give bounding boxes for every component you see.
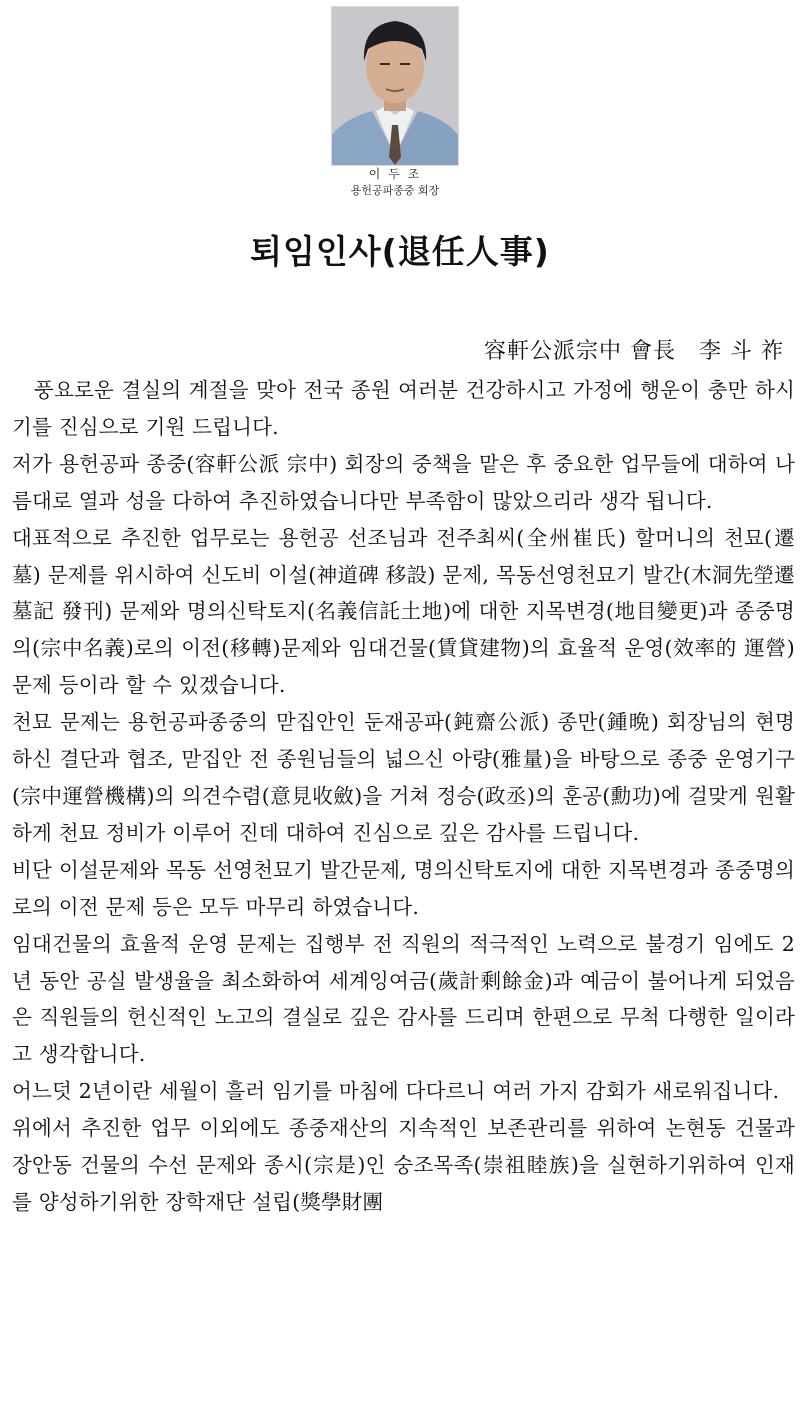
paragraph: 위에서 추진한 업무 이외에도 종중재산의 지속적인 보존관리를 위하여 논현동 건물과 장안동 건물의 수선 문제와 종시(宗是)인 숭조목족(崇祖睦族)을 실현하기위하여 인재를 양성하기위한 장학재단 설립(獎學財團 [12, 1116, 795, 1214]
paragraph: 임대건물의 효율적 운영 문제는 집행부 전 직원의 적극적인 노력으로 불경기 임에도 2년 동안 공실 발생율을 최소화하여 세계잉여금(歲計剩餘金)과 예금이 불어나게 되었음은 직원들의 헌신적인 노고의 결실로 깊은 감사를 드리며 한편으로 무척 다행한 일이라고 생각합니다. [12, 931, 795, 1067]
page-title: 퇴임인사(退任人事) [250, 232, 550, 271]
portrait-photo [331, 6, 459, 166]
paragraph: 저가 용헌공파 종중(容軒公派 宗中) 회장의 중책을 맡은 후 중요한 업무들에 대하여 나름대로 열과 성을 다하여 추진하였습니다만 부족함이 많았으리라 생각 됩니다. [12, 451, 795, 513]
paragraph: 어느덧 2년이란 세월이 흘러 임기를 마침에 다다르니 여러 가지 감회가 새로워집니다. [12, 1079, 780, 1104]
paragraph: 천묘 문제는 용헌공파종중의 맏집안인 둔재공파(鈍齋公派) 종만(鍾晩) 회장님의 현명하신 결단과 협조, 맏집안 전 종원님들의 넓으신 아량(雅量)을 바탕으로 종중 운영기구(宗中運營機構)의 의견수렴(意見收斂)을 거쳐 정승(政丞)의 훈공(勳功)에 걸맞게 원활하게 천묘 정비가 이루어 진데 대하여 진심으로 깊은 감사를 드립니다. [12, 710, 795, 845]
caption-name: 이 두 조 [368, 167, 422, 181]
paragraph: 풍요로운 결실의 계절을 맞아 전국 종원 여러분 건강하시고 가정에 행운이 충만 하시기를 진심으로 기원 드립니다. [12, 378, 795, 439]
paragraph: 비단 이설문제와 목동 선영천묘기 발간문제, 명의신탁토지에 대한 지목변경과 종중명의로의 이전 문제 등은 모두 마무리 하였습니다. [12, 857, 795, 919]
caption-role: 용헌공파종중 회장 [350, 184, 440, 197]
paragraph: 대표적으로 추진한 업무로는 용헌공 선조님과 전주최씨(全州崔氏) 할머니의 천묘(遷墓) 문제를 위시하여 신도비 이설(神道碑 移設) 문제, 목동선영천묘기 발간(木洞先塋遷墓記 發刊) 문제와 명의신탁토지(名義信託土地)에 대한 지목변경(地目變更)과 종중명의(宗中名義)로의 이전(移轉)문제와 임대건물(賃貸建物)의 효율적 운영(效率的 運營) 문제 등이라 할 수 있겠습니다. [12, 525, 795, 698]
letter-body [12, 372, 795, 1221]
author-line: 容軒公派宗中 會長 李 斗 祚 [484, 339, 784, 364]
portrait-image [332, 7, 458, 165]
